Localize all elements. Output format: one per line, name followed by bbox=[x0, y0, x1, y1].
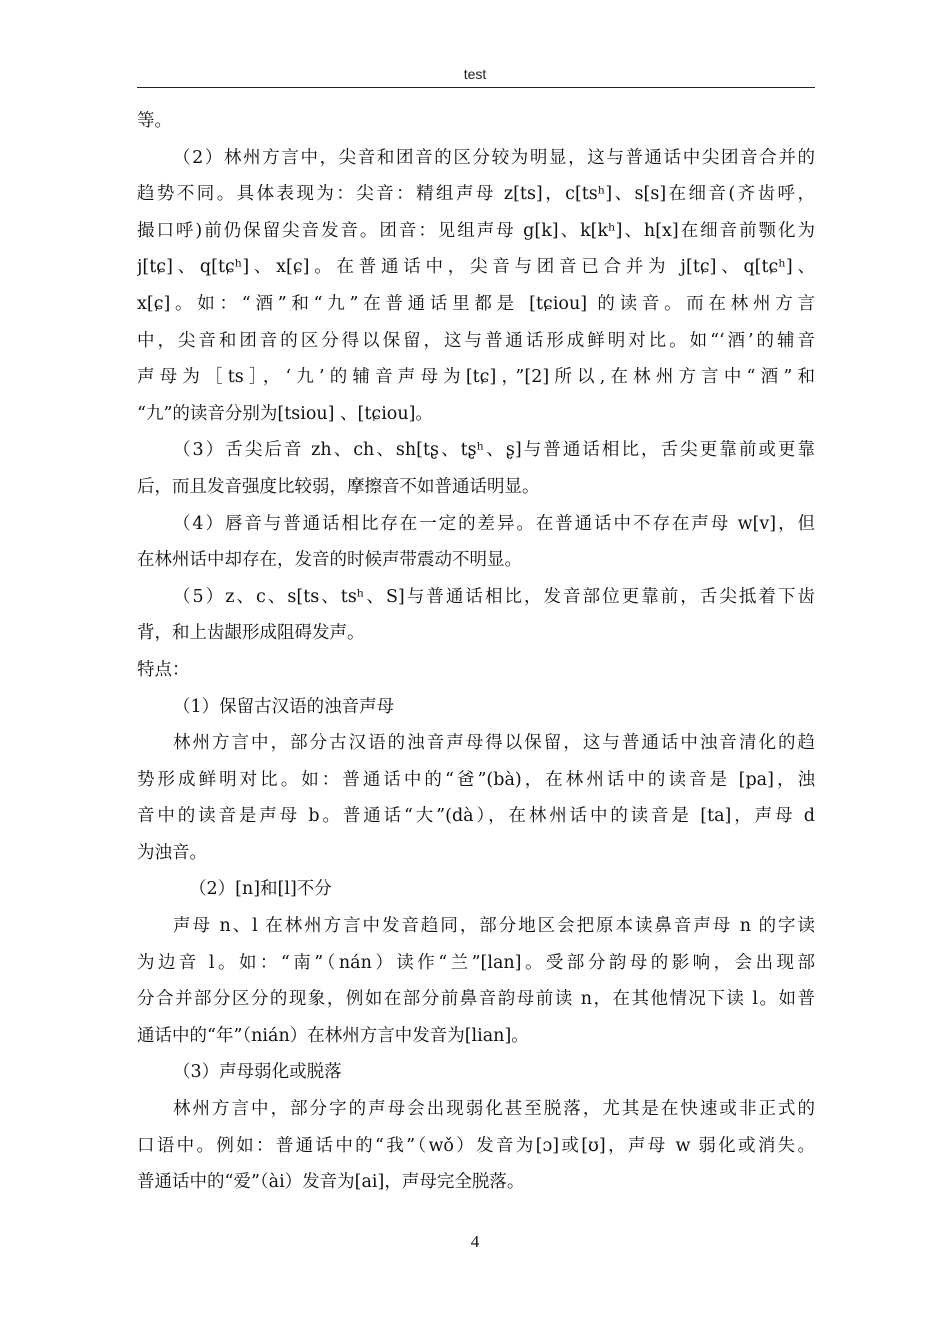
text-line: 撮口呼)前仍保留尖音发音。团音：见组声母 g[k]、k[kʰ]、h[x]在细音前颚化为 bbox=[137, 220, 815, 241]
text-line: （3）声母弱化或脱落 bbox=[173, 1062, 342, 1083]
text-line: 普通话中的“爱”（ài）发音为[ai]，声母完全脱落。 bbox=[137, 1172, 525, 1193]
text-line: x[ɕ]。如：“酒”和“九”在普通话里都是 [tɕiou] 的读音。而在林州方言 bbox=[137, 293, 815, 314]
text-line: （3）舌尖后音 zh、ch、sh[tʂ、tʂʰ、ʂ]与普通话相比，舌尖更靠前或更靠 bbox=[173, 440, 815, 461]
text-line: （2）[n]和[l]不分 bbox=[189, 879, 332, 900]
text-line: （5）z、c、s[ts、tsʰ、S]与普通话相比，发音部位更靠前，舌尖抵着下齿 bbox=[173, 586, 815, 607]
text-line: 背，和上齿龈形成阻碍发声。 bbox=[137, 623, 365, 644]
text-line: 声母为［ts］，‘九’的辅音声母为[tɕ]，”[2]所以,在林州方言中“酒”和 bbox=[137, 367, 815, 388]
text-line: 声母 n、l 在林州方言中发音趋同，部分地区会把原本读鼻音声母 n 的字读 bbox=[173, 916, 815, 937]
page-number: 4 bbox=[470, 1232, 480, 1251]
header-rule bbox=[137, 87, 815, 88]
text-line: 为边音 l。如：“南”（nán）读作“兰”[lan]。受部分韵母的影响，会出现部 bbox=[137, 952, 815, 973]
text-line: （4）唇音与普通话相比存在一定的差异。在普通话中不存在声母 w[v]，但 bbox=[173, 513, 815, 534]
text-line: “九”的读音分别为[tsiou] 、[tɕiou]。 bbox=[137, 403, 433, 424]
text-line: 分合并部分区分的现象，例如在部分前鼻音韵母前读 n，在其他情况下读 l。如普 bbox=[137, 989, 815, 1010]
text-line: 势形成鲜明对比。如：普通话中的“爸”(bà)，在林州话中的读音是 [pa]，浊 bbox=[137, 769, 815, 790]
text-line: 中，尖音和团音的区分得以保留，这与普通话形成鲜明对比。如“‘酒’的辅音 bbox=[137, 330, 815, 351]
page-header: test bbox=[463, 66, 487, 82]
text-line: 口语中。例如：普通话中的“我”（wǒ）发音为[ɔ]或[ʊ]，声母 w 弱化或消失。 bbox=[137, 1135, 815, 1156]
document-body bbox=[137, 103, 815, 1201]
text-line: 林州方言中，部分古汉语的浊音声母得以保留，这与普通话中浊音清化的趋 bbox=[173, 733, 815, 754]
text-line: 特点： bbox=[137, 659, 190, 680]
text-line: 林州方言中，部分字的声母会出现弱化甚至脱落，尤其是在快速或非正式的 bbox=[173, 1099, 815, 1120]
text-line: 趋势不同。具体表现为：尖音：精组声母 z[ts]，c[tsʰ]、s[s]在细音(齐齿呼， bbox=[137, 184, 815, 205]
text-line: 为浊音。 bbox=[137, 842, 207, 863]
text-line: （1）保留古汉语的浊音声母 bbox=[173, 696, 395, 717]
text-line: 后，而且发音强度比较弱，摩擦音不如普通话明显。 bbox=[137, 476, 540, 497]
text-line: 音中的读音是声母 b。普通话“大”(dà），在林州话中的读音是 [ta]，声母 d bbox=[137, 806, 815, 827]
text-line: 通话中的“年”（nián）在林州方言中发音为[lian]。 bbox=[137, 1025, 529, 1046]
text-line: 等。 bbox=[137, 111, 172, 131]
text-line: 在林州话中却存在，发音的时候声带震动不明显。 bbox=[137, 550, 522, 571]
text-line: j[tɕ]、q[tɕʰ]、x[ɕ]。在普通话中，尖音与团音已合并为 j[tɕ]、q[tɕʰ]、 bbox=[137, 257, 815, 278]
text-line: （2）林州方言中，尖音和团音的区分较为明显，这与普通话中尖团音合并的 bbox=[173, 147, 815, 168]
